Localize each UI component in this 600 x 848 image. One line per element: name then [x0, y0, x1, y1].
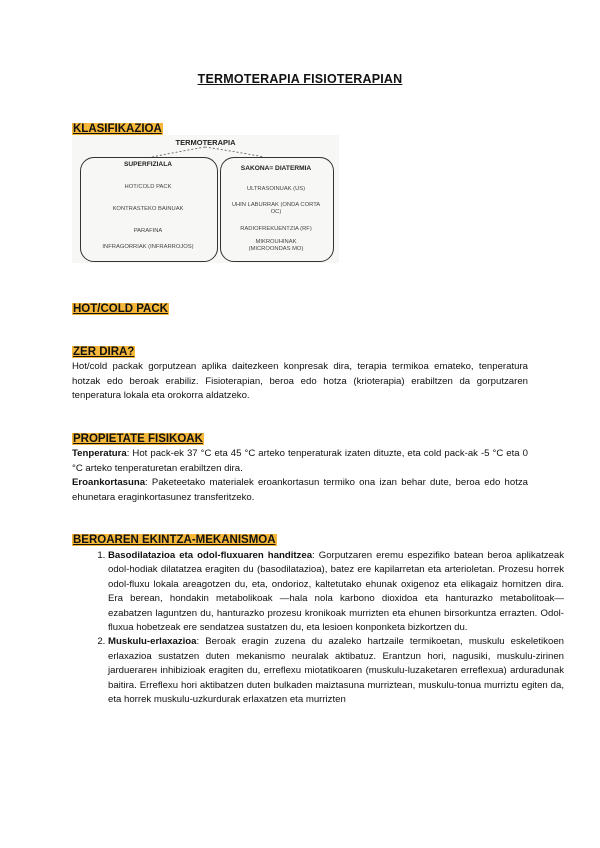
list-item-text: : Beroak eragin zuzena du azaleko hartzaile termikoetan, muskulu eskeletikoen erlaxazioa sustatzen duten mekanismo neuralak aktibatuz. Erantzun hori, nagusiki, muskulu-zirinen jarduerarен inhibizioak eragiten du, erreflexu miotatikoaren (muskulu-luzaketaren erreflexua) arduradunak baitira. Erreflexu hori aktibatzen duten bulkaden maiztasuna murriztean, muskulu-tonua murriztu egiten da, eta horrek muskulu-uzkurdurak erlaxatzen eta murrizten [108, 636, 564, 706]
mechanism-list [72, 549, 564, 707]
diagram-right-item: UHIN LABURRAK (ONDA CORTA OC) [231, 202, 321, 215]
list-item-text: : Gorputzaren eremu espezifiko batean beroa aplikatzeak odol-hodiak dilatatzea eragiten du (basodilatazioa), batez ere kapilarretan eta arterioletan. Prozesu horrek odol-fluxu lokala areagotzen du, eta, ondorioz, kaltetutako ehunak oxigenoz eta elikagaiz hornitzen dira. Era berean, hondakin metabolikoak —hala nola karbono dioxidoa eta hanturazko metabolitoak— ezabatzen laguntzen du, hanturazko prozesu kronikoak murrizten eta ehunen birsorkuntza errazten. Odol-fluxua hobetzeak ere sendatzea sustatzen du, eta lesioen konponketa bizkortzen du. [108, 550, 564, 634]
diagram-right-heading: SAKONA= DIATERMIA [240, 165, 312, 172]
diagram-right-item: MIKROUHINAK (MICROONDAS MO) [248, 239, 304, 252]
diagram-left-item: INFRAGORRIAK (INFRARROJOS) [102, 244, 194, 250]
section-heading-propietateak: PROPIETATE FISIKOAK [73, 433, 203, 445]
diagram-left-heading: SUPERFIZIALA [124, 161, 172, 168]
list-item [108, 635, 564, 707]
property-label: Eroankortasuna [72, 477, 146, 488]
property-text: : Paketeetako materialek eroankortasun termiko ona izan behar dute, beroa edo hotza ehunetara eraginkortasunez transferitzeko. [72, 477, 528, 503]
section-heading-klasifikazioa: KLASIFIKAZIOA [73, 123, 162, 135]
diagram-right-item: RADIOFREKUENTZIA (RF) [240, 226, 312, 232]
diagram-left-item: KONTRASTEKO BAINUAK [112, 206, 184, 212]
section-heading-mekanismoa: BEROAREN EKINTZA-MEKANISMOA [73, 534, 276, 546]
property-temperatura [72, 447, 528, 476]
section-heading-hotcold: HOT/COLD PACK [73, 303, 168, 315]
list-item-label: Muskulu-erlaxazioa [108, 636, 197, 648]
classification-diagram [72, 135, 339, 263]
list-item [108, 549, 564, 635]
diagram-left-item: PARAFINA [133, 228, 163, 234]
section-heading-zerdira: ZER DIRA? [73, 346, 135, 358]
property-label: Tenperatura [72, 448, 127, 459]
property-text: : Hot pack-ek 37 °C eta 45 °C arteko tenperaturak izaten dituzte, eta cold pack-ak -5 °C eta 0 °C arteko tenperaturetan erabiltzen dira. [72, 448, 528, 474]
document-title: TERMOTERAPIA FISIOTERAPIAN [197, 72, 403, 86]
list-item-label: Basodilatazioa eta odol-fluxuaren handitzea [108, 550, 313, 561]
zerdira-paragraph: Hot/cold packak gorputzean aplika daitezkeen konpresak dira, terapia termikoa emateko, tenperatura hotzak edo beroak erabiliz. Fisioterapian, beroa edo hotza (krioterapia) erabiltzen da gorputzaren tenperatura lokala eta orokorra aldatzeko. [72, 361, 528, 402]
property-eroankortasuna [72, 476, 528, 505]
diagram-title: TERMOTERAPIA [175, 138, 236, 147]
diagram-right-item: ULTRASOINUAK (US) [246, 186, 306, 192]
diagram-left-item: HOT/COLD PACK [124, 184, 172, 190]
